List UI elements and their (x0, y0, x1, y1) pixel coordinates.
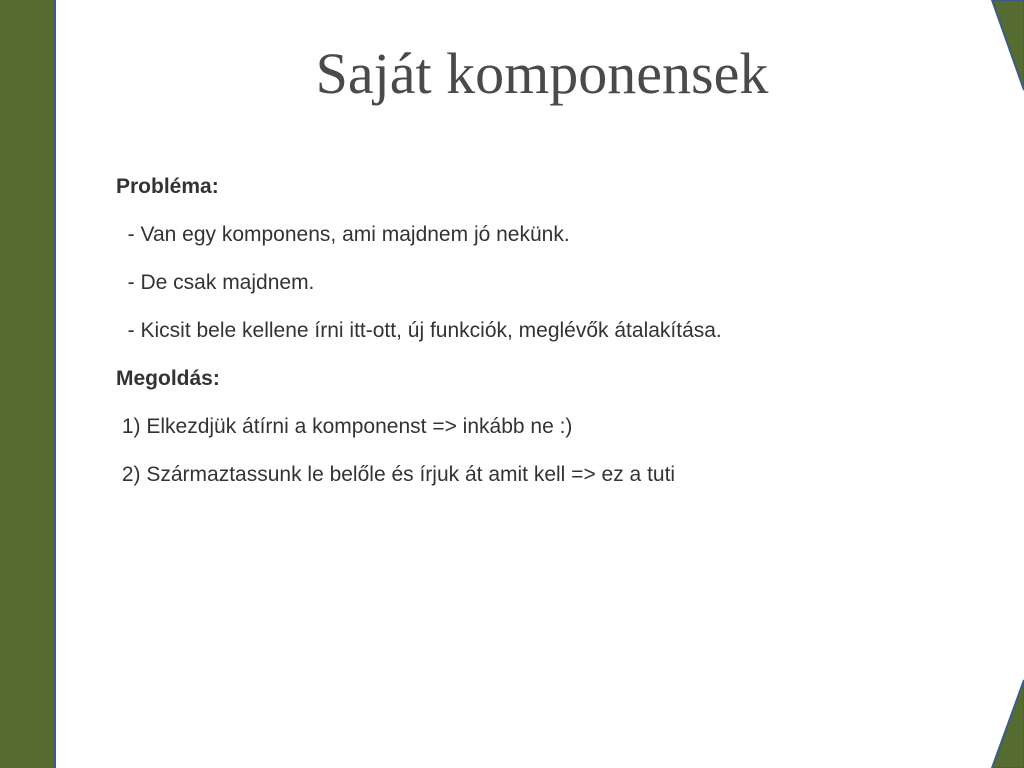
problem-heading: Probléma: (116, 175, 219, 198)
numbered-line: 1) Elkezdjük átírni a komponenst => inkább ne :) (116, 415, 573, 438)
numbered-line: 2) Származtassunk le belőle és írjuk át amit kell => ez a tuti (116, 463, 676, 486)
slide-body (116, 170, 976, 506)
bullet-line: - Van egy komponens, ami majdnem jó nekünk. (116, 223, 570, 246)
solution-heading: Megoldás: (116, 367, 220, 390)
bullet-line: - Kicsit bele kellene írni itt-ott, új funkciók, meglévők átalakítása. (116, 319, 722, 342)
left-accent-bar (0, 0, 56, 768)
bottom-right-triangle (992, 680, 1024, 768)
slide-title: Saját komponensek (315, 41, 769, 106)
bullet-line: - De csak majdnem. (116, 271, 315, 294)
